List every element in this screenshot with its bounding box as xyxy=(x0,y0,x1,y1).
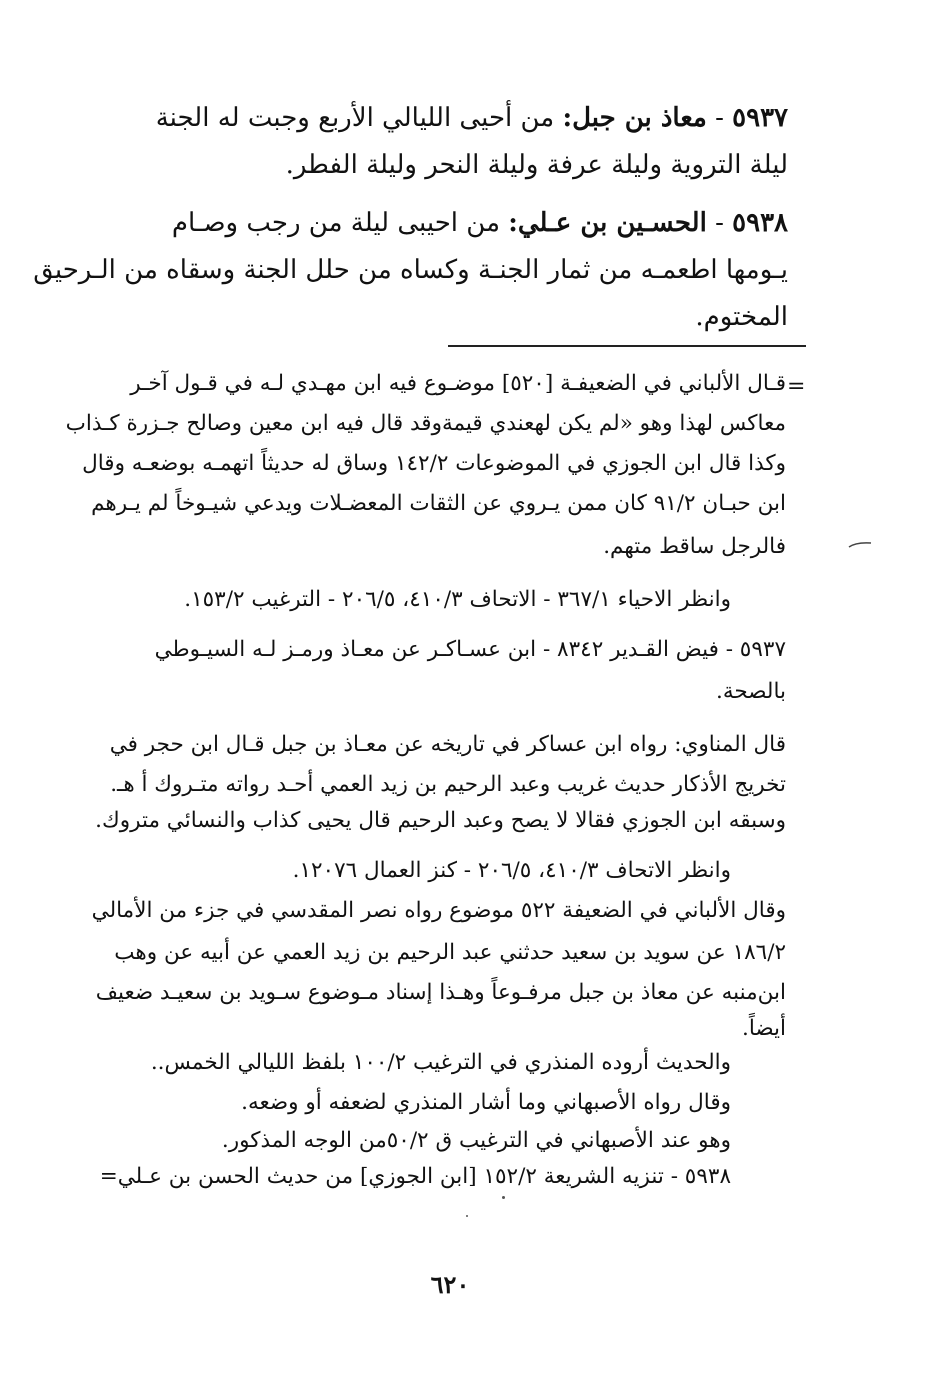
footnote-line: ابن حبـان ٩١/٢ كان ممن يـروي عن الثقات المعضـلات ويدعي شيـوخاً لم يـرهم xyxy=(91,491,786,516)
entry-5938-number: ٥٩٣٨ xyxy=(732,208,788,238)
footnote-line: وسبقه ابن الجوزي فقالا لا يصح وعبد الرحيم قال يحيى كذاب والنسائي متروك. xyxy=(95,808,786,833)
footnote-line: وهو عند الأصبهاني في الترغيب ق ٥٠/٢من الوجه المذكور. xyxy=(221,1128,731,1153)
entry-5938-line-1: ٥٩٣٨ - الحسـين بن عـلي: من احيبى ليلة من رجب وصـام xyxy=(171,208,788,238)
margin-pen-stroke xyxy=(848,540,872,550)
entry-5938-narrator: الحسـين بن عـلي: xyxy=(508,208,707,238)
footnote-line: تخريج الأذكار حديث غريب وعبد الرحيم بن زيد العمي أحـد رواته متـروك أ هـ. xyxy=(110,772,786,797)
reference-5937-line: بالصحة. xyxy=(716,679,786,704)
entry-5937-narrator: معاذ بن جبل: xyxy=(562,103,707,133)
entry-5937-line-1: ٥٩٣٧ - معاذ بن جبل: من أحيى الليالي الأربع وجبت له الجنة xyxy=(155,103,788,133)
footnote-line: معاكس لهذا وهو «لم يكن لهعندي قيمةوقد قال فيه ابن معين وصالح جـزرة كـذاب xyxy=(65,411,786,436)
footnote-line: وقال رواه الأصبهاني وما أشار المنذري لضعفه أو وضعه. xyxy=(241,1090,731,1115)
scan-speck xyxy=(502,1196,505,1199)
footnote-line: قـال الألباني في الضعيفـة [٥٢٠] موضـوع فيه ابن مهـدي لـه في قـول آخـر xyxy=(130,371,786,396)
reference-5938-line: ٥٩٣٨ - تنزيه الشريعة ١٥٢/٢ [ابن الجوزي] من حديث الحسن بن عـلي= xyxy=(99,1164,731,1189)
footnote-line: وكذا قال ابن الجوزي في الموضوعات ١٤٢/٢ وساق له حديثاً اتهمـه بوضعـه وقال xyxy=(82,451,786,476)
entry-5937-text: من أحيى الليالي الأربع وجبت له الجنة xyxy=(155,103,555,133)
footnote-line: وقال الألباني في الضعيفة ٥٢٢ موضوع رواه نصر المقدسي في جزء من الأمالي xyxy=(91,898,786,923)
entry-5937-number: ٥٩٣٧ xyxy=(732,103,788,133)
footnote-line: أيضاً. xyxy=(742,1016,786,1041)
page-number: ٦٢٠ xyxy=(430,1270,470,1299)
reference-5937-line: ٥٩٣٧ - فيض القـدير ٨٣٤٢ - ابن عسـاكـر عن معـاذ ورمـز لـه السيـوطي xyxy=(154,637,786,662)
see-also-line: وانظر الاحياء ٣٦٧/١ - الاتحاف ٤١٠/٣، ٢٠٦/٥ - الترغيب ١٥٣/٢. xyxy=(184,587,731,612)
see-also-line: وانظر الاتحاف ٤١٠/٣، ٢٠٦/٥ - كنز العمال ١٢٠٧٦. xyxy=(292,858,731,883)
entry-5938-text: من احيبى ليلة من رجب وصـام xyxy=(171,208,501,238)
entry-5937-line-2: ليلة التروية وليلة عرفة وليلة النحر وليلة الفطر. xyxy=(285,150,788,180)
footnote-line: فالرجل ساقط متهم. xyxy=(603,534,786,559)
footnote-line: ١٨٦/٢ عن سويد بن سعيد حدثني عبد الرحيم بن زيد العمي عن أبيه عن وهب xyxy=(114,940,786,965)
entry-5938-line-3: المختوم. xyxy=(695,302,788,332)
footnote-line: ابن‌منبه عن معاذ بن جبل مرفـوعاً وهـذا إسناد مـوضوع سـويد بن سعيـد ضعيف xyxy=(95,980,786,1005)
entry-5938-line-2: يـومها اطعمـه من ثمار الجنـة وكساه من حلل الجنة وسقاه من الـرحيق xyxy=(33,255,788,285)
continuation-mark: = xyxy=(787,374,806,399)
footnote-line: قال المناوي: رواه ابن عساكر في تاريخه عن معـاذ بن جبل قـال ابن حجر في xyxy=(109,732,786,757)
scan-speck xyxy=(466,1215,468,1217)
footnote-separator xyxy=(448,345,806,347)
footnote-line: والحديث أروده المنذري في الترغيب ١٠٠/٢ بلفظ الليالي الخمس.. xyxy=(150,1050,731,1075)
